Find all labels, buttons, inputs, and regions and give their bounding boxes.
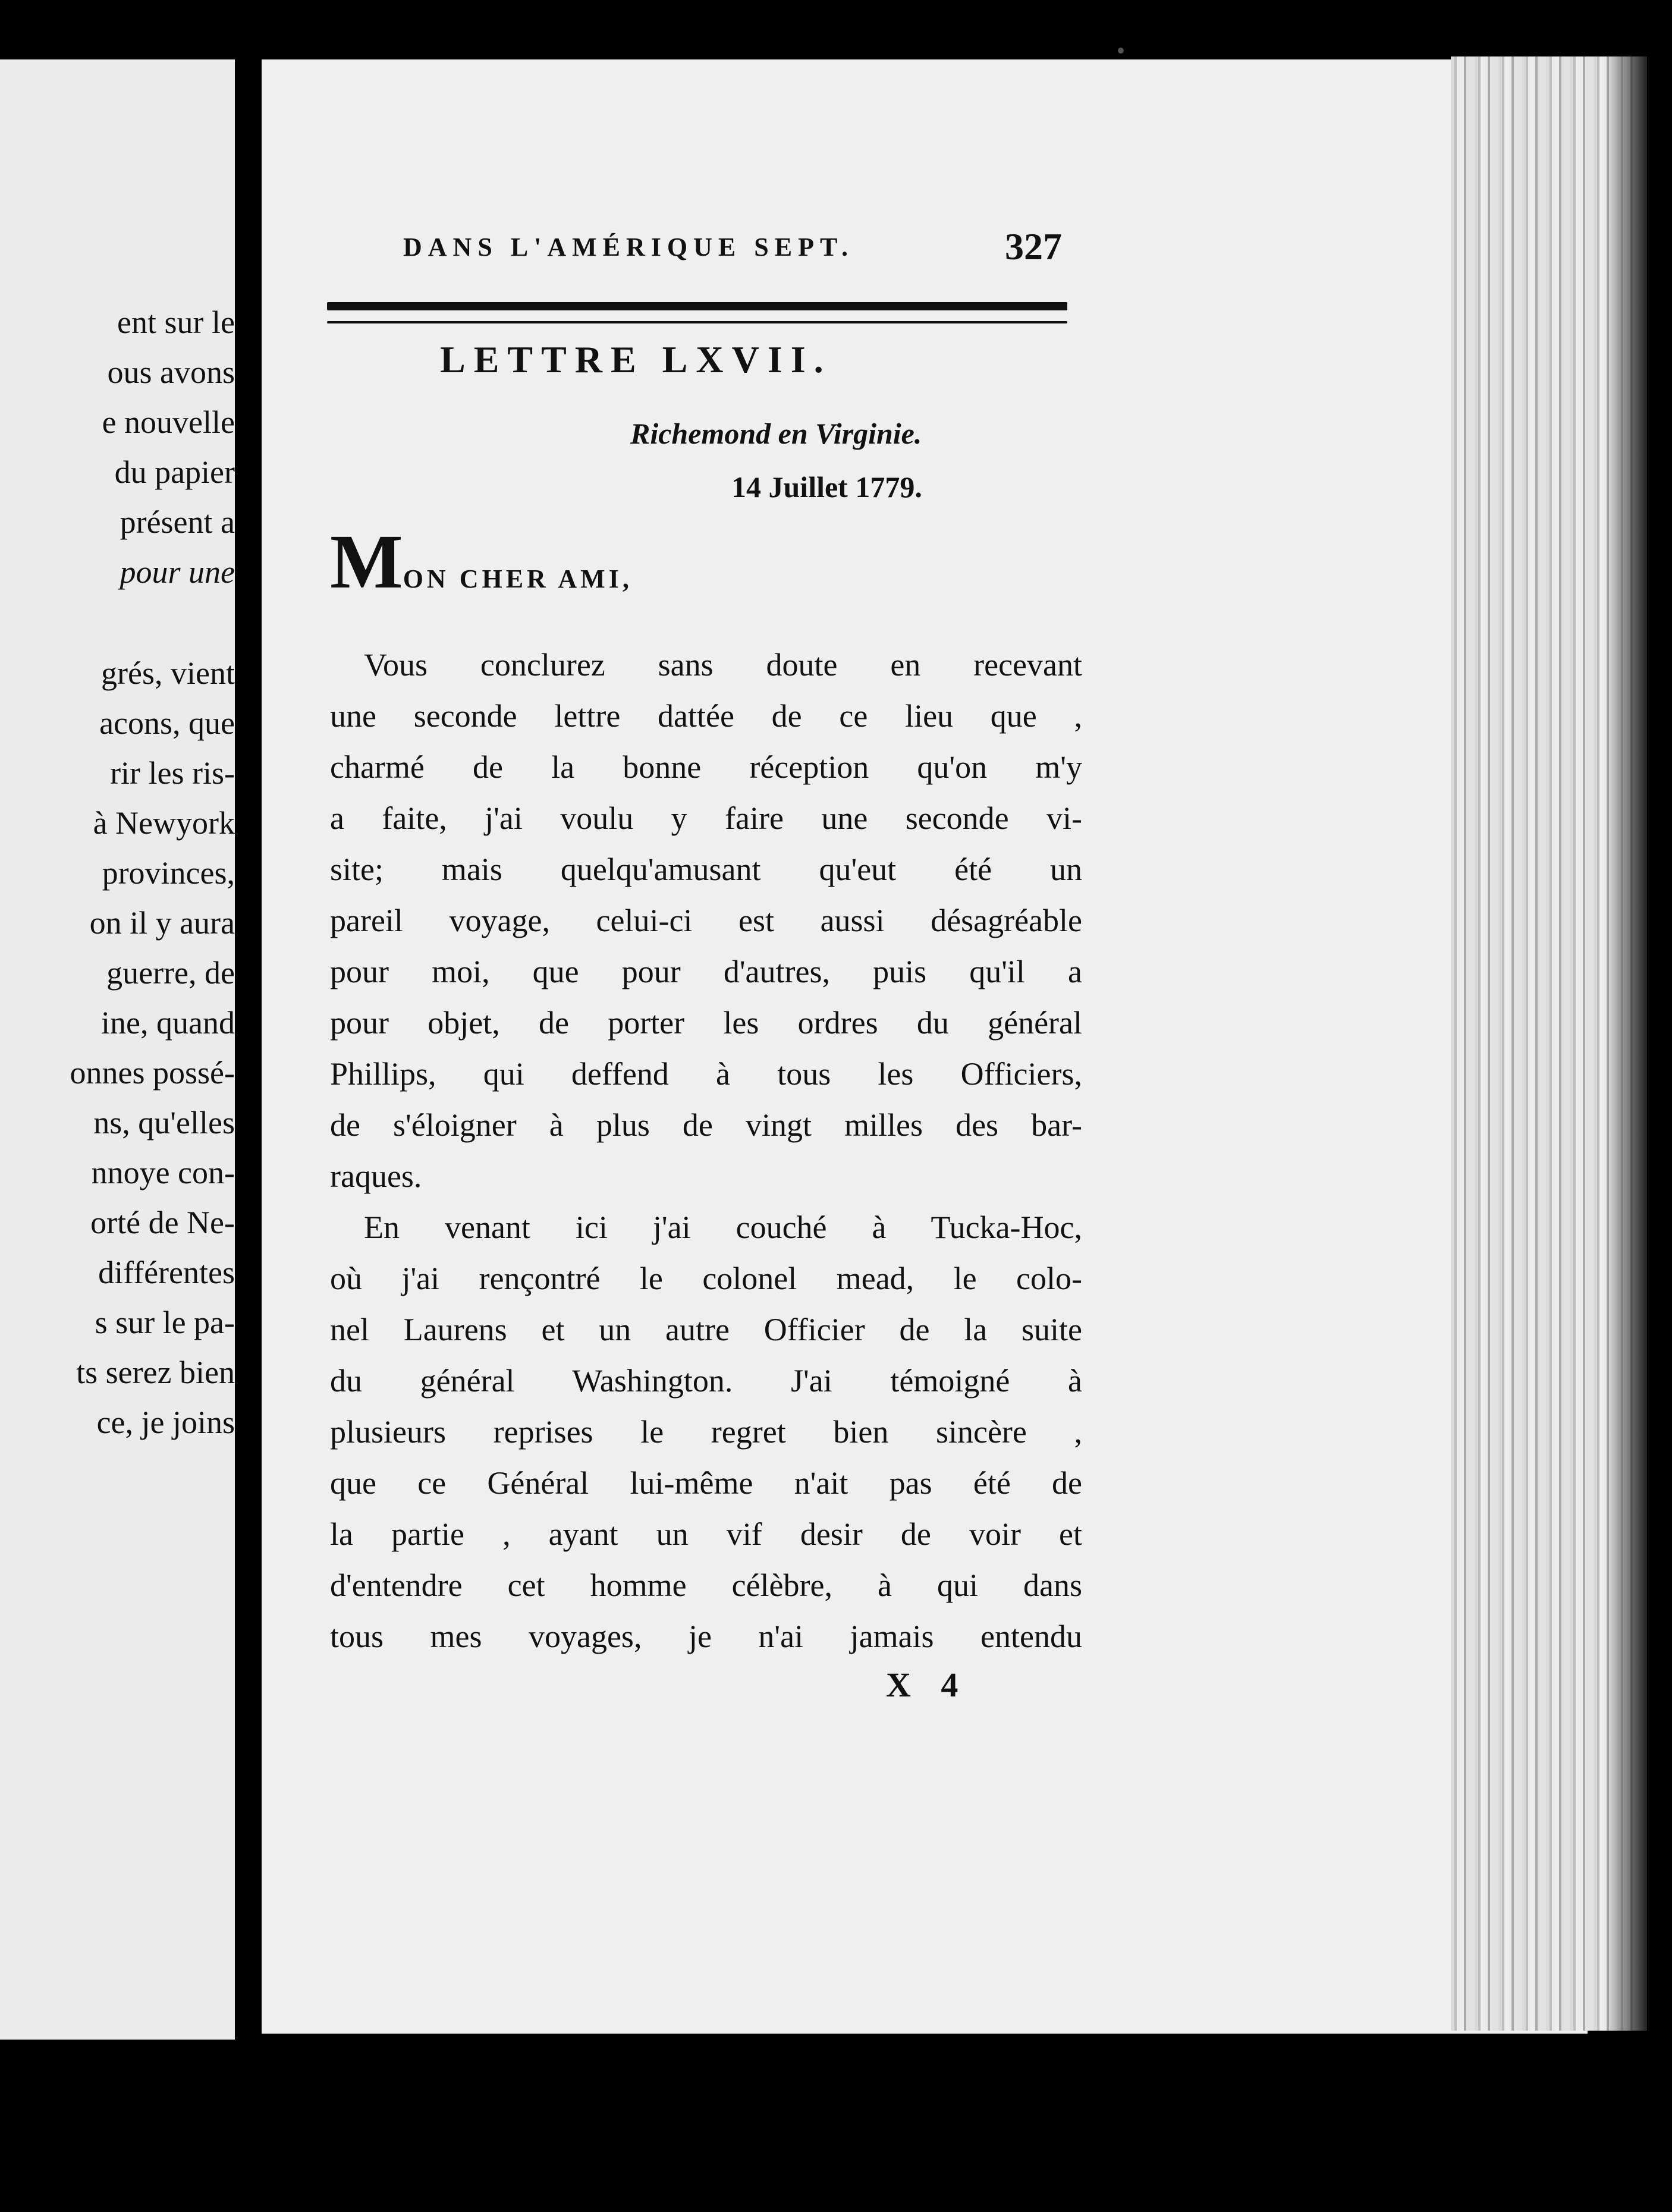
left-page-line: ent sur le <box>117 304 235 340</box>
left-page-line: ous avons <box>107 354 235 390</box>
scan-speck <box>1118 48 1124 54</box>
body-line: Vous conclurez sans doute en recevant <box>364 647 1082 683</box>
left-page-line: e nouvelle <box>102 404 235 440</box>
body-line: du général Washington. J'ai témoigné à <box>330 1363 1082 1399</box>
page-edges <box>1451 56 1647 2031</box>
header-rule-thin <box>327 321 1067 323</box>
body-line: site; mais quelqu'amusant qu'eut été un <box>330 852 1082 887</box>
left-page-line: à Newyork <box>93 805 235 841</box>
left-page-line: pour une <box>120 554 235 590</box>
body-line: nel Laurens et un autre Officier de la suite <box>330 1312 1082 1347</box>
left-page-line: provinces, <box>102 855 235 891</box>
left-page-line: ce, je joins <box>96 1405 235 1440</box>
left-page-line: rir les ris- <box>110 755 235 791</box>
body-line: une seconde lettre dattée de ce lieu que , <box>330 698 1082 734</box>
letter-place: Richemond en Virginie. <box>630 417 922 450</box>
page-number: 327 <box>1005 225 1062 268</box>
left-page-line: onnes possé- <box>70 1055 235 1091</box>
body-line: charmé de la bonne réception qu'on m'y <box>330 749 1082 785</box>
salutation <box>330 519 633 605</box>
drop-cap: M <box>330 519 403 605</box>
left-page-line: s sur le pa- <box>95 1305 235 1340</box>
left-page-line: ine, quand <box>101 1005 235 1041</box>
body-line: a faite, j'ai voulu y faire une seconde vi- <box>330 800 1082 836</box>
left-page-line: on il y aura <box>89 905 235 941</box>
body-line: En venant ici j'ai couché à Tucka-Hoc, <box>364 1209 1082 1245</box>
body-line: plusieurs reprises le regret bien sincère , <box>330 1414 1082 1450</box>
left-page-line: guerre, de <box>106 955 235 991</box>
signature-mark: X 4 <box>886 1666 969 1704</box>
left-page-line: orté de Ne- <box>90 1205 235 1240</box>
letter-date: 14 Juillet 1779. <box>731 470 922 504</box>
body-line: la partie , ayant un vif desir de voir et <box>330 1516 1082 1552</box>
salutation-rest: ON CHER AMI, <box>403 564 633 593</box>
body-line: pour moi, que pour d'autres, puis qu'il a <box>330 954 1082 989</box>
running-head: DANS L'AMÉRIQUE SEPT. <box>403 232 854 262</box>
body-line: pareil voyage, celui-ci est aussi désagréable <box>330 903 1082 938</box>
body-line: pour objet, de porter les ordres du général <box>330 1005 1082 1041</box>
body-line: tous mes voyages, je n'ai jamais entendu <box>330 1619 1082 1654</box>
left-page-line: présent a <box>120 504 235 540</box>
body-line: d'entendre cet homme célèbre, à qui dans <box>330 1567 1082 1603</box>
left-page-line: du papier <box>114 454 235 490</box>
left-page-line: acons, que <box>99 705 235 741</box>
letter-title: LETTRE LXVII. <box>440 338 832 381</box>
body-line: Phillips, qui deffend à tous les Officiers, <box>330 1056 1082 1092</box>
left-page-line: ts serez bien <box>76 1355 235 1390</box>
body-line: que ce Général lui-même n'ait pas été de <box>330 1465 1082 1501</box>
book-gutter <box>235 0 262 2212</box>
left-page-line: différentes <box>98 1255 235 1290</box>
header-rule <box>327 302 1067 310</box>
body-line: raques. <box>330 1158 422 1194</box>
left-page-line: grés, vient <box>101 655 235 691</box>
left-page-line: ns, qu'elles <box>93 1105 235 1140</box>
body-line: où j'ai rençontré le colonel mead, le colo- <box>330 1261 1082 1296</box>
left-page-line: nnoye con- <box>91 1155 235 1190</box>
body-line: de s'éloigner à plus de vingt milles des bar- <box>330 1107 1082 1143</box>
left-page <box>0 59 235 2040</box>
